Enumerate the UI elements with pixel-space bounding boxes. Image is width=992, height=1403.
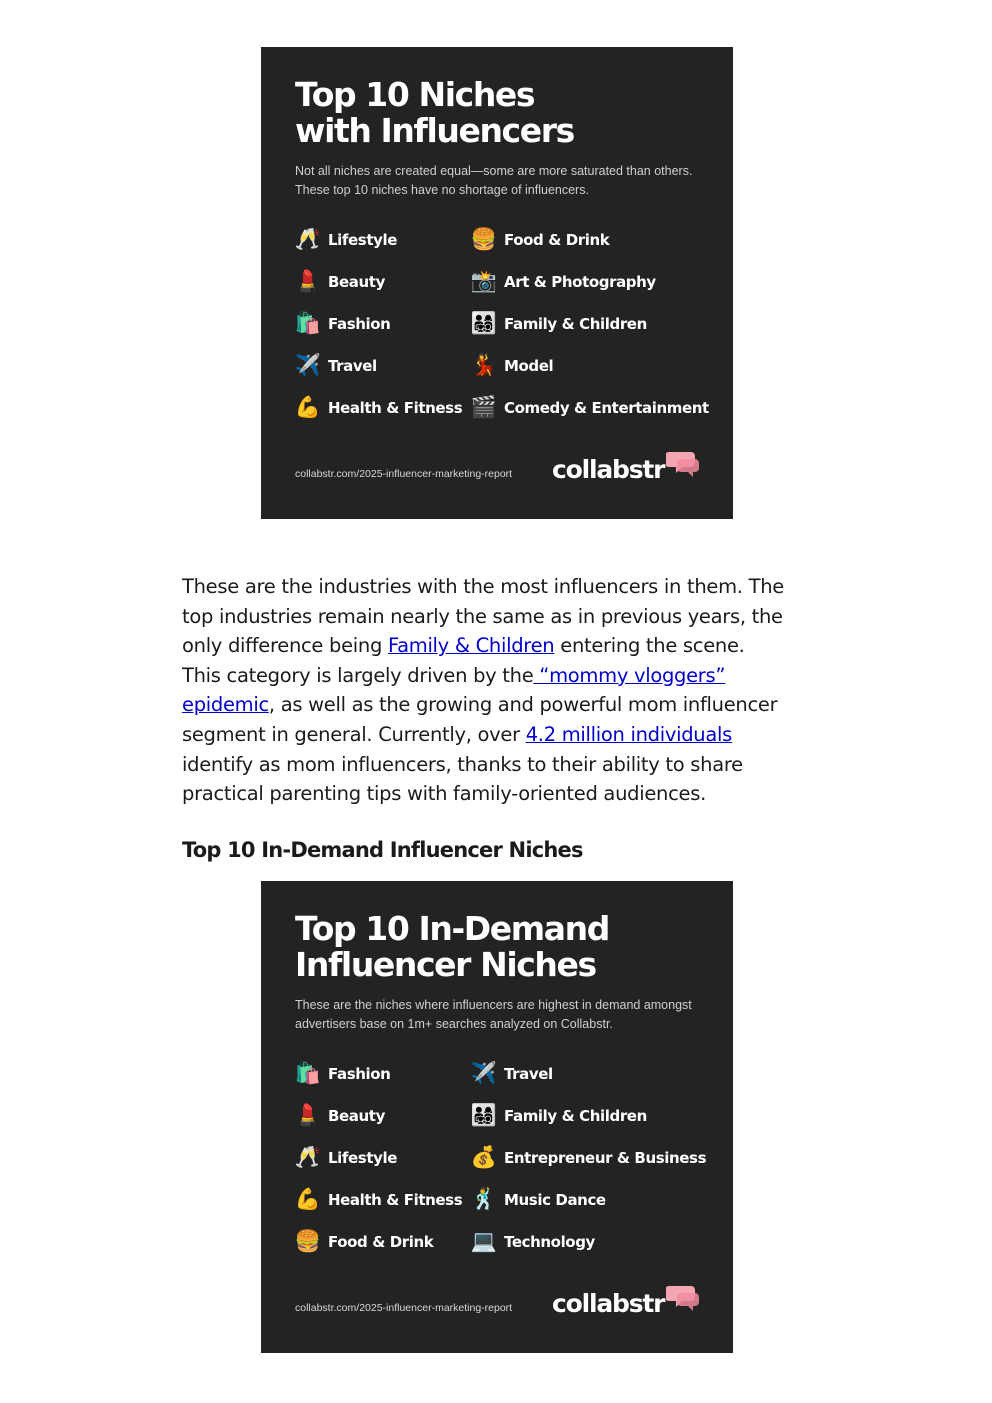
airplane-icon: ✈️ bbox=[294, 354, 322, 377]
lipstick-icon: 💄 bbox=[294, 270, 322, 293]
niche-item: 🥂 Lifestyle bbox=[294, 228, 397, 251]
niche-item: 💄 Beauty bbox=[294, 1104, 385, 1127]
infographic-title: Top 10 In-Demand Influencer Niches bbox=[295, 909, 609, 984]
niche-item: 👨‍👩‍👧‍👦 Family & Children bbox=[470, 1104, 647, 1127]
niche-item: 🕺 Music Dance bbox=[470, 1188, 606, 1211]
niche-item: 📸 Art & Photography bbox=[470, 270, 656, 293]
shopping-bags-icon: 🛍️ bbox=[294, 312, 322, 335]
dancer-icon: 🕺 bbox=[470, 1188, 498, 1211]
niche-item: 👨‍👩‍👧‍👦 Family & Children bbox=[470, 312, 647, 335]
niche-item: 💃 Model bbox=[470, 354, 554, 377]
collabstr-logo: collabstr bbox=[552, 1284, 702, 1324]
camera-flash-icon: 📸 bbox=[470, 270, 498, 293]
infographic-subtitle: Not all niches are created equal—some are more saturated than others. These top 10 niches have no shortage of influencers. bbox=[295, 164, 693, 197]
laptop-icon: 💻 bbox=[470, 1230, 498, 1253]
champagne-icon: 🥂 bbox=[294, 228, 322, 251]
flexed-biceps-icon: 💪 bbox=[294, 396, 322, 419]
collabstr-logo: collabstr bbox=[552, 450, 702, 490]
niche-item: 💪 Health & Fitness bbox=[294, 1188, 463, 1211]
champagne-icon: 🥂 bbox=[294, 1146, 322, 1169]
niche-list bbox=[295, 1059, 715, 1279]
niche-item: 💻 Technology bbox=[470, 1230, 595, 1253]
mommy-vloggers-link[interactable]: “mommy vloggers” bbox=[533, 663, 726, 687]
niche-item: 🎬 Comedy & Entertainment bbox=[470, 396, 709, 419]
shopping-bags-icon: 🛍️ bbox=[294, 1062, 322, 1085]
niche-list bbox=[295, 225, 715, 445]
family-children-link[interactable]: Family & Children bbox=[387, 634, 555, 658]
infographic-title: Top 10 Niches with Influencers bbox=[295, 75, 574, 150]
section-heading: Top 10 In-Demand Influencer Niches bbox=[182, 838, 583, 862]
infographic-subtitle: These are the niches where influencers are highest in demand amongst advertisers base on 1m+ searches analyzed on Collabstr. bbox=[295, 998, 692, 1031]
mom-influencers-stat-link[interactable]: 4.2 million individuals bbox=[525, 722, 732, 746]
money-bag-icon: 💰 bbox=[470, 1146, 498, 1169]
niche-item: 🛍️ Fashion bbox=[294, 1062, 391, 1085]
lipstick-icon: 💄 bbox=[294, 1104, 322, 1127]
speech-bubbles-icon bbox=[666, 450, 700, 478]
dancer-icon: 💃 bbox=[470, 354, 498, 377]
article-paragraph: These are the industries with the most influencers in them. The top industries remain nearly the same as in previous years, the only difference being Family & Children entering the scene. This category is largely driven by the “mommy vloggers” epidemic, as well as the growing and powerful mom influencer segment in general. Currently, over 4.2 million individuals identify as mom influencers, thanks to their ability to share practical parenting tips with family-oriented audiences. bbox=[182, 575, 784, 806]
niche-item: ✈️ Travel bbox=[294, 354, 377, 377]
niche-item: 💰 Entrepreneur & Business bbox=[470, 1146, 707, 1169]
niche-item: 🥂 Lifestyle bbox=[294, 1146, 397, 1169]
in-demand-niches-infographic bbox=[261, 881, 733, 1353]
speech-bubbles-icon bbox=[666, 1284, 700, 1312]
niche-item: 🛍️ Fashion bbox=[294, 312, 391, 335]
mommy-vloggers-link-continued[interactable]: epidemic bbox=[182, 693, 269, 717]
flexed-biceps-icon: 💪 bbox=[294, 1188, 322, 1211]
niche-item: ✈️ Travel bbox=[470, 1062, 553, 1085]
burger-icon: 🍔 bbox=[470, 228, 498, 251]
family-icon: 👨‍👩‍👧‍👦 bbox=[470, 312, 498, 335]
airplane-icon: ✈️ bbox=[470, 1062, 498, 1085]
niche-item: 🍔 Food & Drink bbox=[294, 1230, 434, 1253]
burger-icon: 🍔 bbox=[294, 1230, 322, 1253]
clapper-board-icon: 🎬 bbox=[470, 396, 498, 419]
report-url: collabstr.com/2025-influencer-marketing-report bbox=[295, 468, 513, 480]
niche-item: 💪 Health & Fitness bbox=[294, 396, 463, 419]
family-icon: 👨‍👩‍👧‍👦 bbox=[470, 1104, 498, 1127]
report-url: collabstr.com/2025-influencer-marketing-report bbox=[295, 1302, 513, 1314]
niche-item: 🍔 Food & Drink bbox=[470, 228, 610, 251]
niche-item: 💄 Beauty bbox=[294, 270, 385, 293]
niches-infographic bbox=[261, 47, 733, 519]
